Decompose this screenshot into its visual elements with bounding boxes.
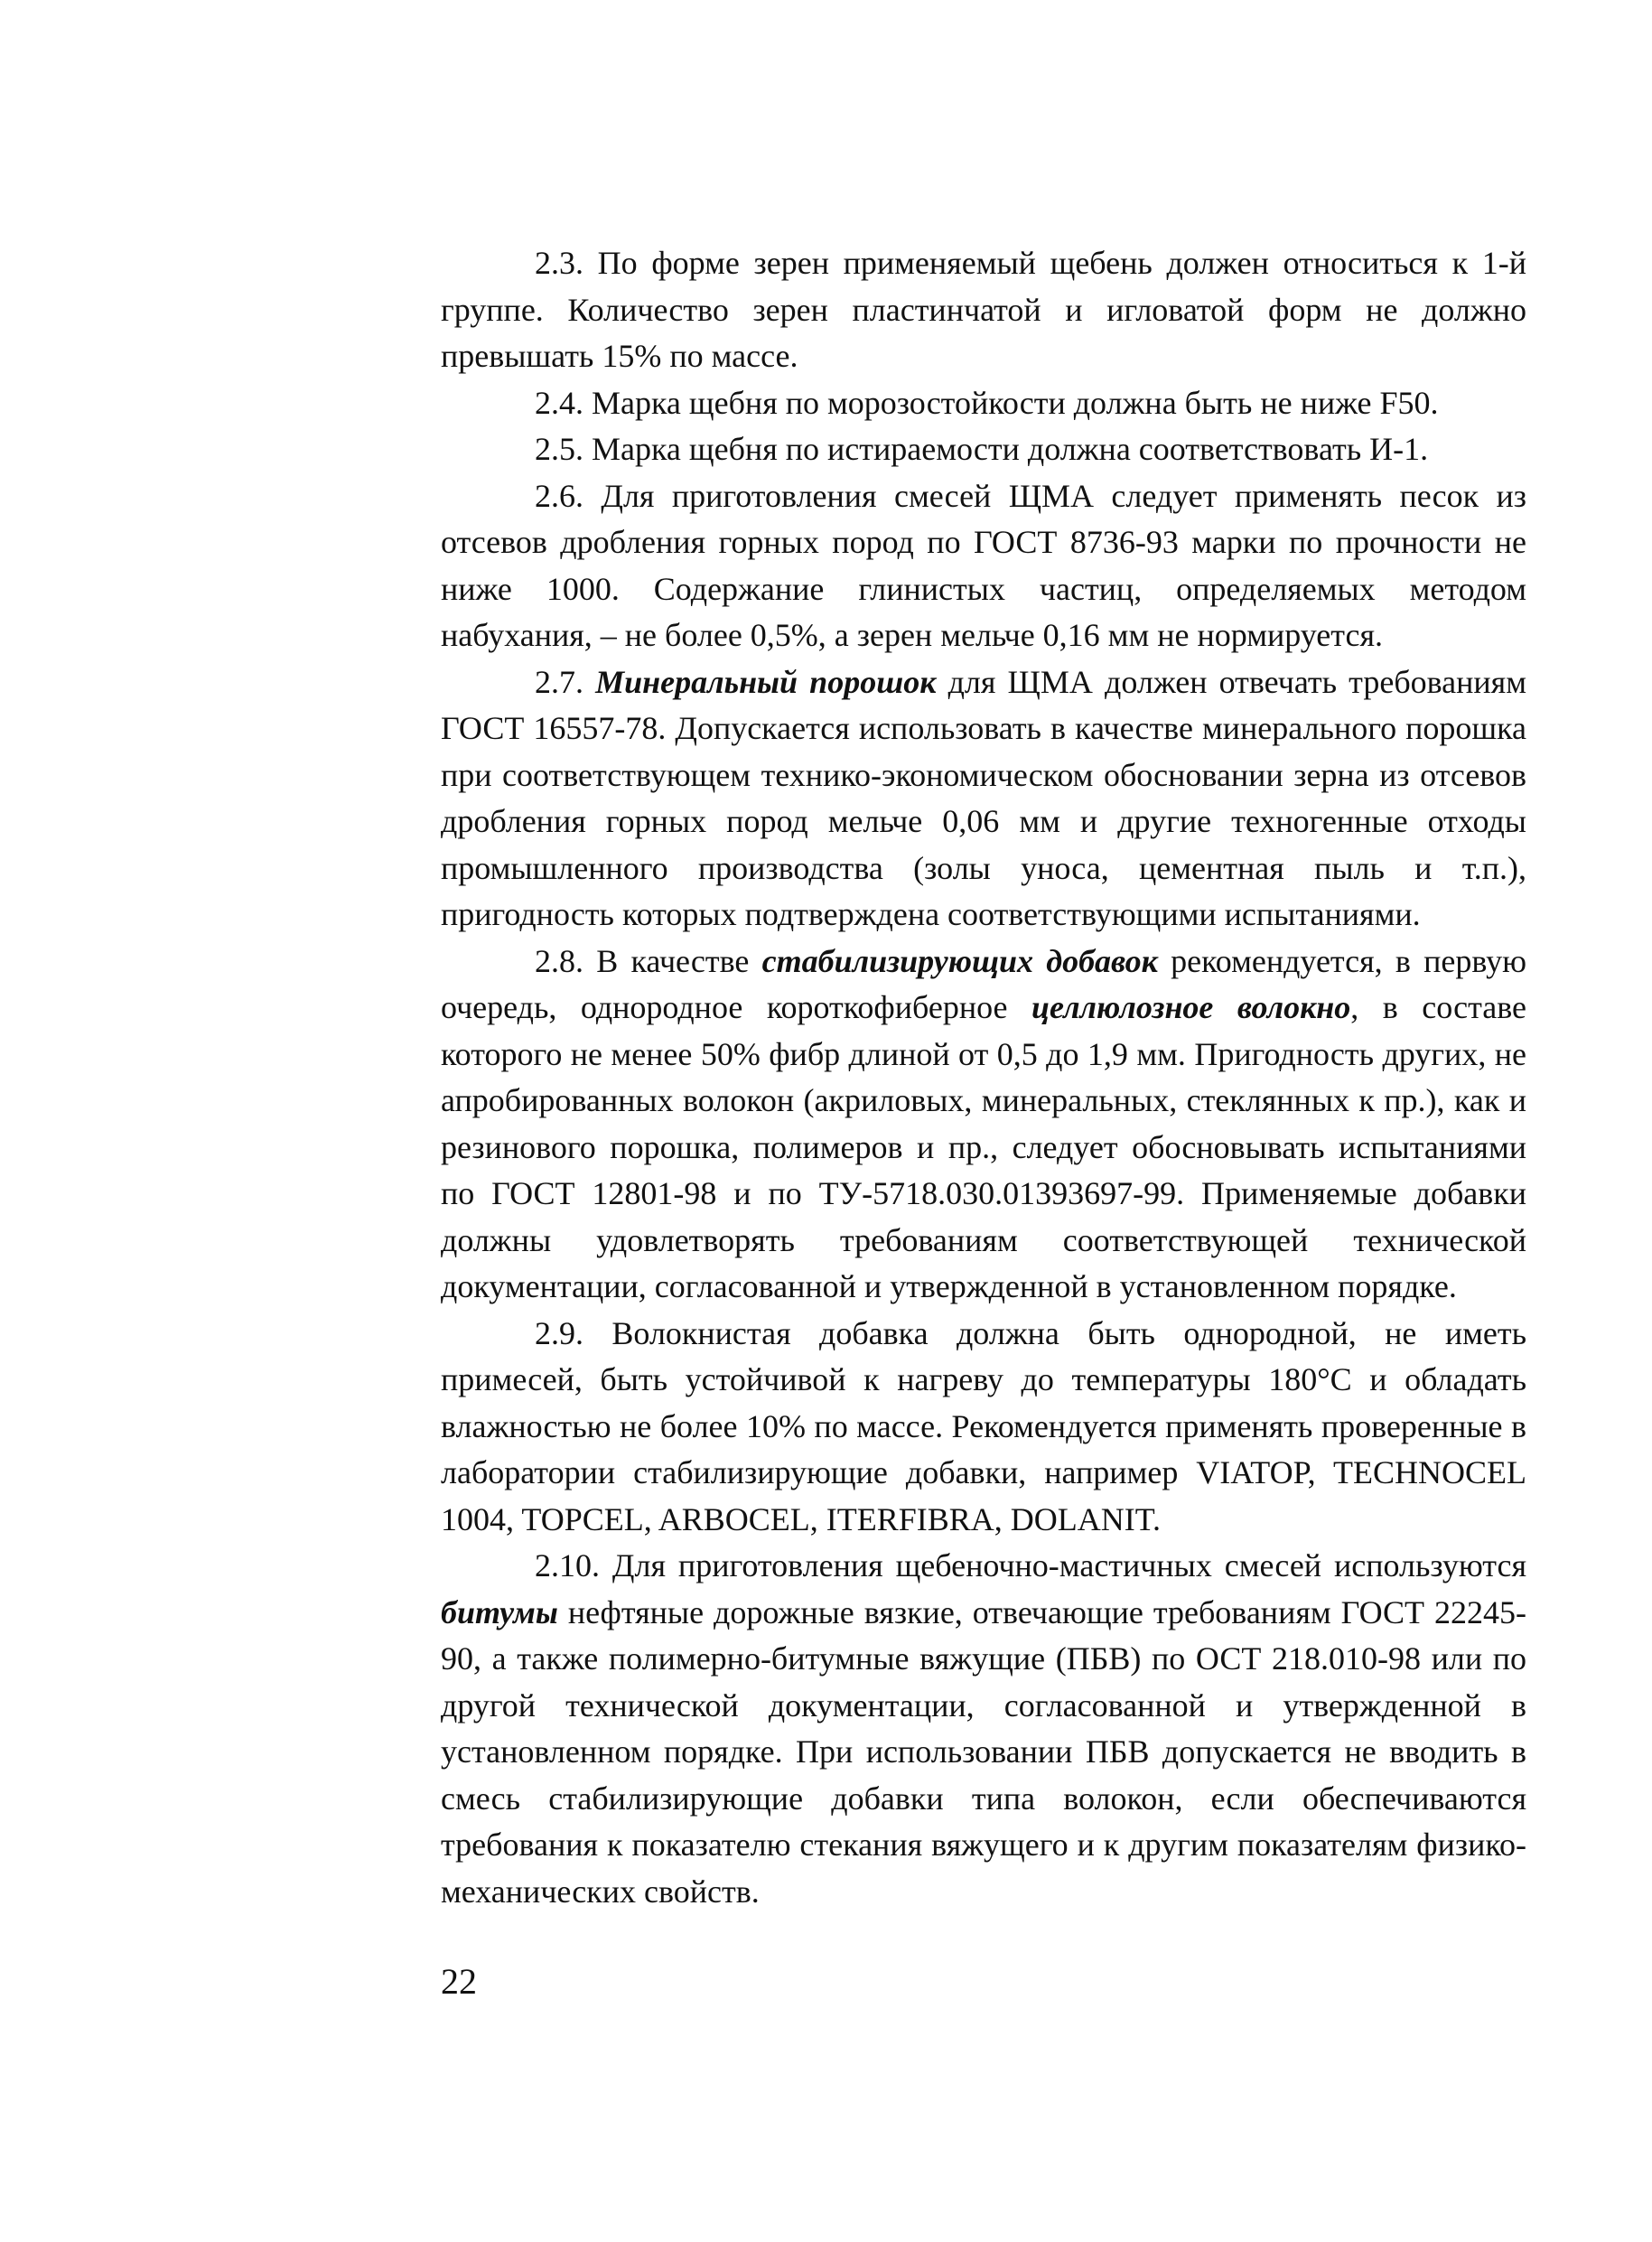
paragraph-2-5 [441, 426, 1526, 473]
text-run: для ЩМА должен отвечать требованиям ГОСТ 16557-78. Допускается использовать в качестве минерального порошка при соответствующем технико-экономическом обосновании зерна из отсевов дробления горных пород мельче 0,06 мм и другие техногенные отходы промышленного производства (золы уноса, цементная пыль и т.п.), пригодность которых подтверждена соответствующими испытаниями. [441, 663, 1527, 932]
text-run: нефтяные дорожные вязкие, отвечающие требованиям ГОСТ 22245-90, а также полимерно-битумные вяжущие (ПБВ) по ОСТ 218.010-98 или по другой технической документации, согласованной и утвержденной в установленном порядке. При использовании ПБВ допускается не вводить в смесь стабилизирующие добавки типа волокон, если обеспечиваются требования к показателю стекания вяжущего и к другим показателям физико-механических свойств. [441, 1593, 1526, 1910]
emphasized-term: Минеральный порошок [595, 663, 937, 700]
emphasized-term: стабилизирующих добавок [761, 942, 1158, 979]
text-run: 2.7. [535, 663, 596, 700]
text-run: 2.9. Волокнистая добавка должна быть однородной, не иметь примесей, быть устойчивой к нагреву до температуры 180°С и обладать влажностью не более 10% по массе. Рекомендуется применять проверенные в лаборатории стабилизирующие добавки, например VIATOP, TECHNOCEL 1004, TOPCEL, ARBOCEL, ITERFIBRA, DOLANIT. [441, 1314, 1526, 1537]
page-number: 22 [441, 1961, 477, 2002]
text-run: 2.5. Марка щебня по истираемости должна соответствовать И-1. [535, 431, 1429, 467]
paragraph-2-3 [441, 240, 1526, 380]
paragraph-2-8 [441, 939, 1526, 1311]
text-run: 2.3. По форме зерен применяемый щебень должен относиться к 1-й группе. Количество зерен пластинчатой и игловатой форм не должно превышать 15% по массе. [441, 245, 1526, 374]
text-run: 2.8. В качестве [535, 942, 762, 979]
paragraph-2-9 [441, 1311, 1526, 1544]
paragraph-2-4 [441, 380, 1526, 427]
text-run: 2.10. Для приготовления щебеночно-мастичных смесей используются [535, 1547, 1526, 1583]
paragraph-2-10 [441, 1543, 1526, 1915]
body-text [441, 240, 1526, 1915]
paragraph-2-6 [441, 473, 1526, 659]
text-run: рекомендуется, в первую очередь, однородное короткофиберное [441, 942, 1526, 1025]
text-run: , в составе которого не менее 50% фибр длиной от 0,5 до 1,9 мм. Пригодность других, не апробированных волокон (акриловых, минеральных, стеклянных к пр.), как и резинового порошка, полимеров и пр., следует обосновывать испытаниями по ГОСТ 12801-98 и по ТУ-5718.030.01393697-99. Применяемые добавки должны удовлетворять требованиям соответствующей технической документации, согласованной и утвержденной в установленном порядке. [441, 989, 1526, 1304]
emphasized-term: битумы [441, 1593, 558, 1630]
text-run: 2.4. Марка щебня по морозостойкости должна быть не ниже F50. [535, 384, 1439, 421]
text-run: 2.6. Для приготовления смесей ЩМА следует применять песок из отсевов дробления горных пород по ГОСТ 8736-93 марки по прочности не ниже 1000. Содержание глинистых частиц, определяемых методом набухания, – не более 0,5%, а зерен мельче 0,16 мм не нормируется. [441, 477, 1526, 653]
paragraph-2-7 [441, 659, 1526, 939]
emphasized-term: целлюлозное волокно [1031, 989, 1351, 1025]
